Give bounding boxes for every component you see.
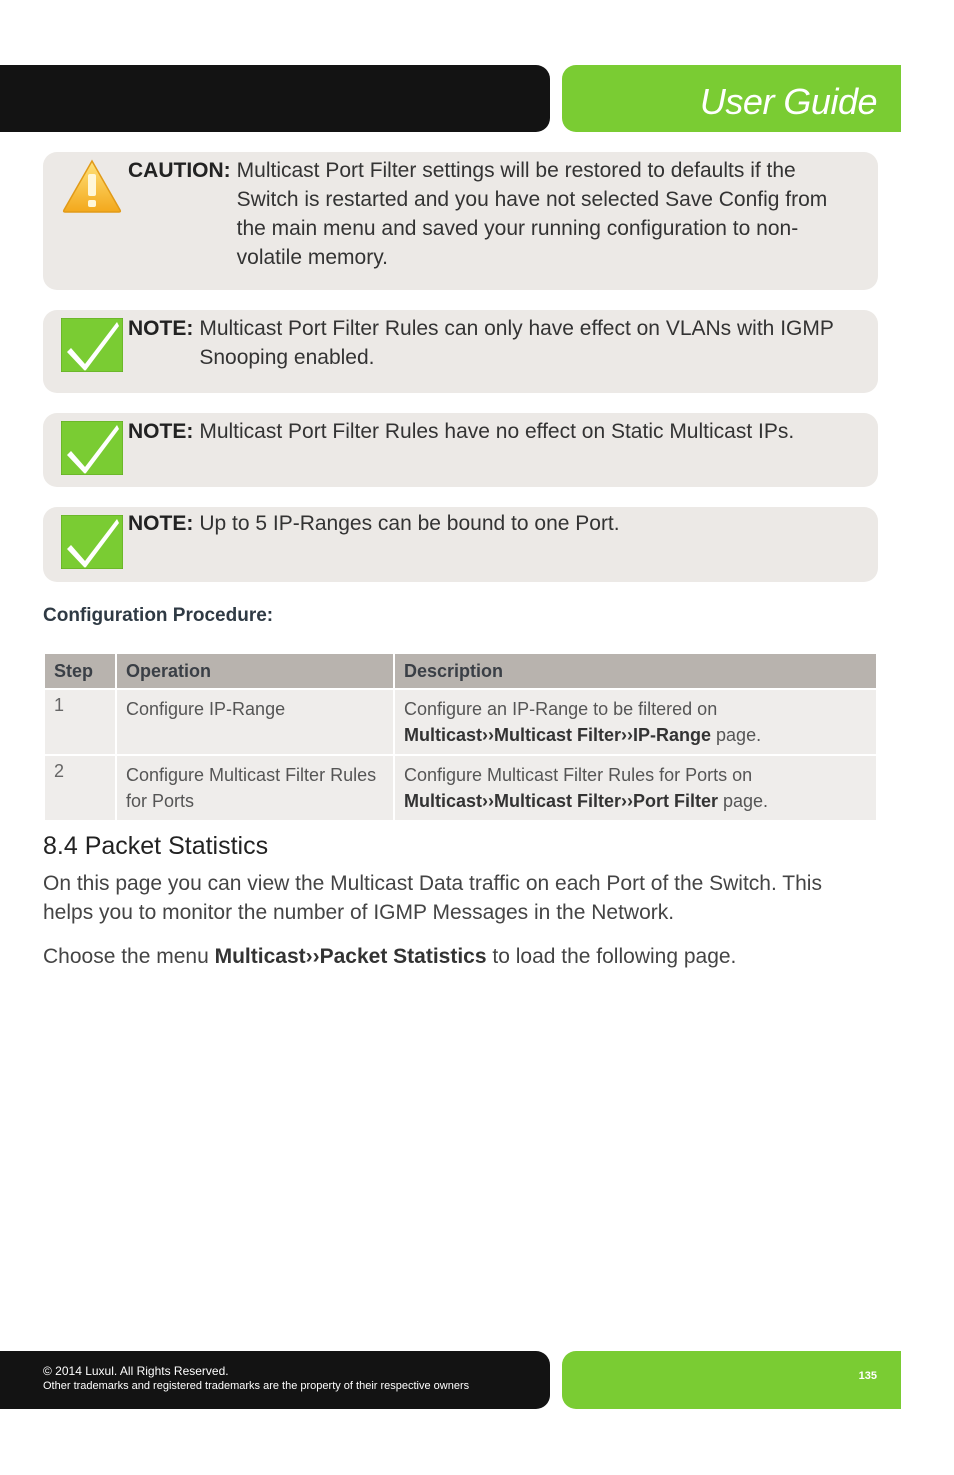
operation-cell: Configure Multicast Filter Rules for Ports bbox=[117, 756, 393, 820]
section-paragraph-2 bbox=[43, 942, 873, 971]
page-number: 135 bbox=[858, 1370, 877, 1382]
menu-path: Multicast››Packet Statistics bbox=[214, 945, 487, 968]
note-body-2: Multicast Port Filter Rules have no effect on Static Multicast IPs. bbox=[199, 420, 795, 443]
footer-bar-green bbox=[562, 1351, 901, 1409]
procedure-table bbox=[43, 652, 878, 822]
note-label-3: NOTE: bbox=[128, 512, 194, 535]
menu-path: Multicast››Multicast Filter››IP-Range bbox=[404, 725, 712, 745]
caution-text bbox=[128, 156, 858, 272]
procedure-title: Configuration Procedure: bbox=[43, 605, 274, 626]
note-body-3: Up to 5 IP-Ranges can be bound to one Port. bbox=[199, 512, 620, 535]
note-text-3 bbox=[128, 509, 868, 538]
note-box-2 bbox=[43, 413, 878, 487]
step-cell: 1 bbox=[45, 690, 115, 754]
section-heading: 8.4 Packet Statistics bbox=[43, 832, 269, 860]
trademark-text: Other trademarks and registered trademarks are the property of their respective owners bbox=[43, 1380, 470, 1392]
note-box-1 bbox=[43, 310, 878, 393]
description-suffix: page. bbox=[718, 791, 769, 811]
column-header-operation: Operation bbox=[117, 654, 393, 688]
checkmark-icon bbox=[61, 421, 123, 475]
caution-label: CAUTION: bbox=[128, 159, 231, 182]
caution-box bbox=[43, 152, 878, 290]
checkmark-icon bbox=[61, 318, 123, 372]
warning-triangle-icon bbox=[61, 158, 123, 214]
checkmark-icon bbox=[61, 515, 123, 569]
description-cell bbox=[395, 756, 876, 820]
paragraph-prefix: Choose the menu bbox=[43, 945, 215, 968]
footer-bar-dark bbox=[0, 1351, 550, 1409]
header-bar-dark bbox=[0, 65, 550, 132]
description-text: Configure Multicast Filter Rules for Ports on bbox=[404, 765, 753, 785]
header-bar-green bbox=[562, 65, 901, 132]
copyright-text: © 2014 Luxul. All Rights Reserved. bbox=[43, 1364, 229, 1378]
operation-cell: Configure IP-Range bbox=[117, 690, 393, 754]
table-row bbox=[45, 756, 876, 820]
description-text: Configure an IP-Range to be filtered on bbox=[404, 699, 718, 719]
table-header-row bbox=[45, 654, 876, 688]
note-text-2 bbox=[128, 417, 868, 446]
note-label-1: NOTE: bbox=[128, 317, 194, 340]
paragraph-suffix: to load the following page. bbox=[486, 945, 737, 968]
caution-body: Multicast Port Filter settings will be restored to defaults if the Switch is restarted and you have not selected Save Config from the main menu and saved your running configuration to non-volatile memory. bbox=[236, 159, 828, 269]
description-suffix: page. bbox=[711, 725, 762, 745]
step-cell: 2 bbox=[45, 756, 115, 820]
description-cell bbox=[395, 690, 876, 754]
menu-path: Multicast››Multicast Filter››Port Filter bbox=[404, 791, 719, 811]
page-title: User Guide bbox=[699, 81, 877, 122]
note-body-1: Multicast Port Filter Rules can only have effect on VLANs with IGMP Snooping enabled. bbox=[199, 317, 834, 369]
note-box-3 bbox=[43, 507, 878, 582]
section-paragraph-1: On this page you can view the Multicast Data traffic on each Port of the Switch. This helps you to monitor the number of IGMP Messages in the Network. bbox=[43, 872, 822, 924]
column-header-description: Description bbox=[395, 654, 876, 688]
column-header-step: Step bbox=[45, 654, 115, 688]
table-row bbox=[45, 690, 876, 754]
note-text-1 bbox=[128, 314, 868, 372]
note-label-2: NOTE: bbox=[128, 420, 194, 443]
